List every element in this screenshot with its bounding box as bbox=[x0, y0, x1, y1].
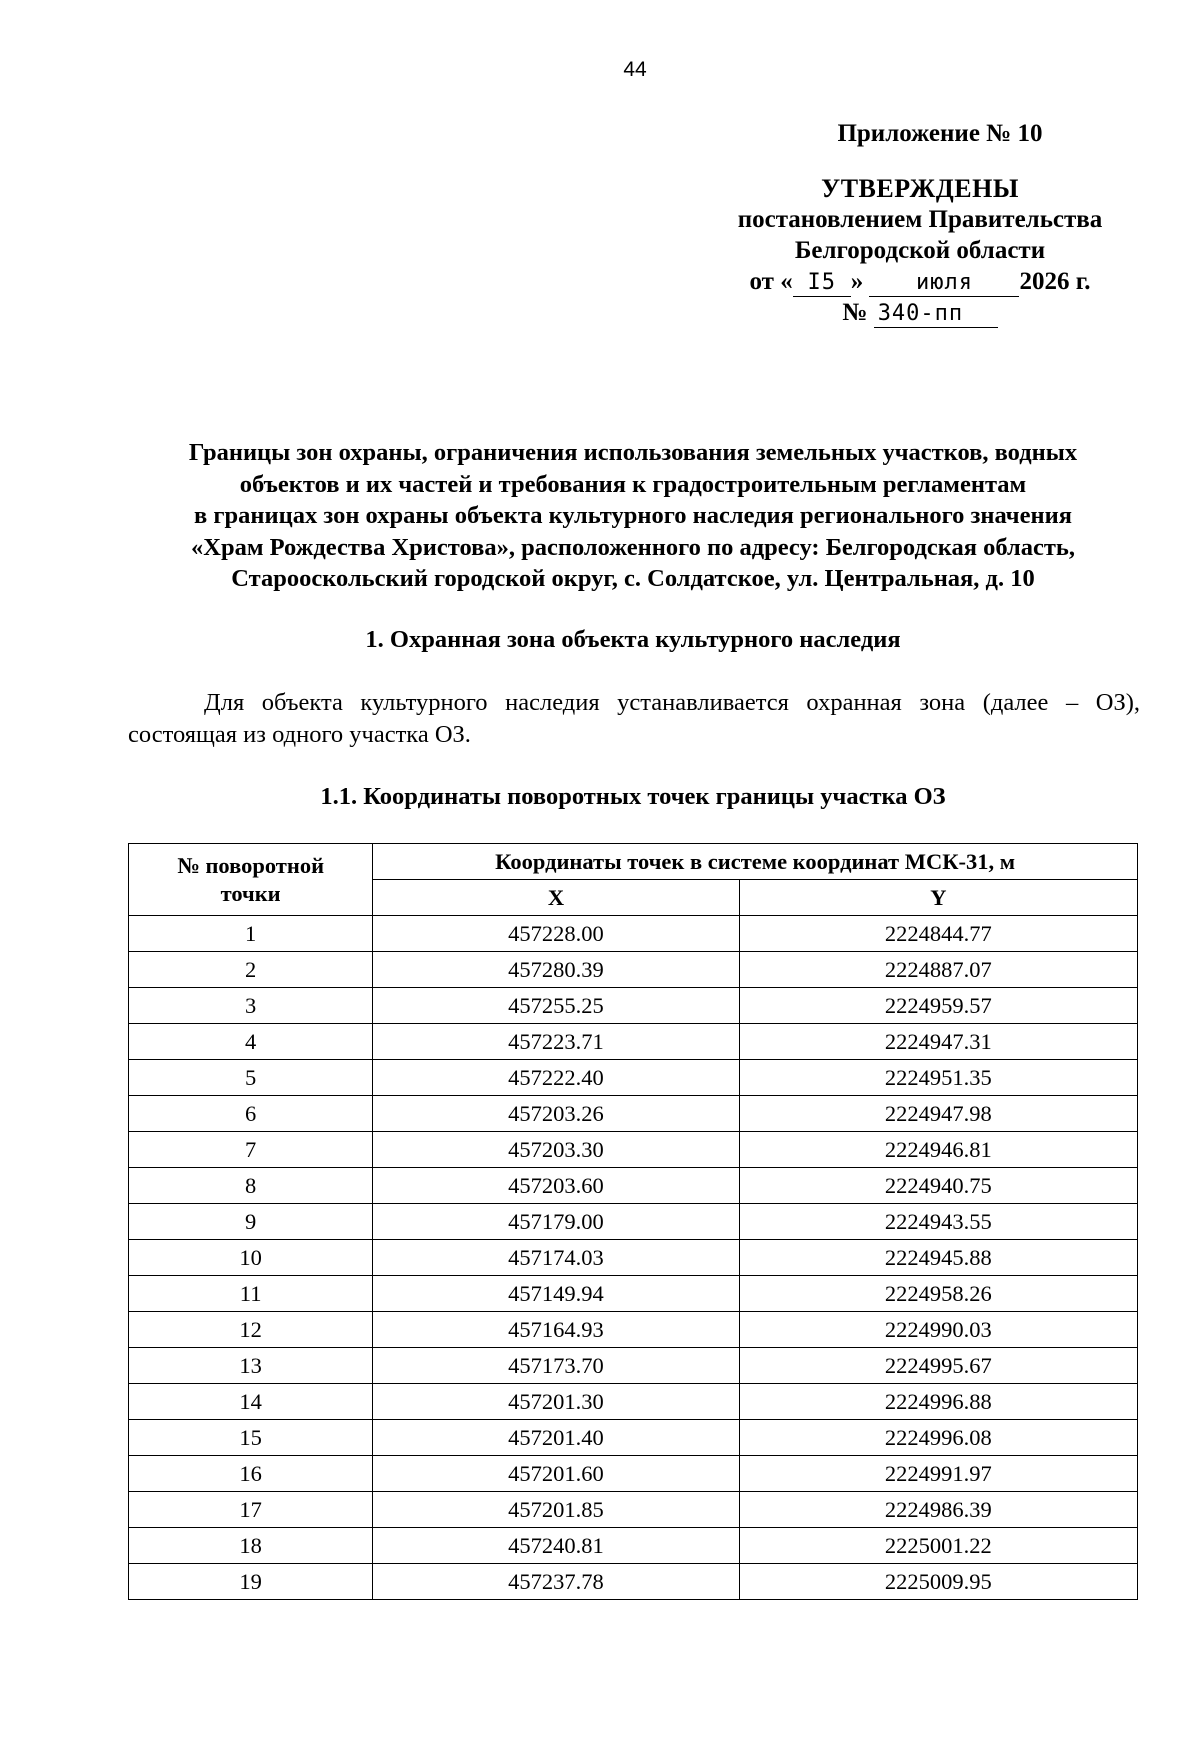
y-coordinate-cell: 2224958.26 bbox=[739, 1276, 1137, 1312]
y-coordinate-cell: 2224986.39 bbox=[739, 1492, 1137, 1528]
point-number-cell: 15 bbox=[129, 1420, 373, 1456]
x-coordinate-cell: 457174.03 bbox=[373, 1240, 739, 1276]
x-coordinate-cell: 457201.30 bbox=[373, 1384, 739, 1420]
table-row bbox=[129, 1096, 1138, 1132]
appendix-label: Приложение № 10 bbox=[837, 120, 1043, 147]
y-coordinate-cell: 2224991.97 bbox=[739, 1456, 1137, 1492]
y-coordinate-cell: 2224947.31 bbox=[739, 1024, 1137, 1060]
table-row bbox=[129, 1240, 1138, 1276]
approval-block bbox=[700, 118, 1140, 328]
table-row bbox=[129, 1168, 1138, 1204]
x-coordinate-cell: 457201.40 bbox=[373, 1420, 739, 1456]
table-row bbox=[129, 1384, 1138, 1420]
subsection-heading: 1.1. Координаты поворотных точек границы участка ОЗ bbox=[320, 783, 946, 810]
table-row bbox=[129, 1420, 1138, 1456]
point-number-cell: 11 bbox=[129, 1276, 373, 1312]
y-coordinate-cell: 2224844.77 bbox=[739, 916, 1137, 952]
point-number-cell: 4 bbox=[129, 1024, 373, 1060]
table-row bbox=[129, 952, 1138, 988]
approval-line-2: Белгородской области bbox=[794, 237, 1046, 264]
x-coordinate-cell: 457201.60 bbox=[373, 1456, 739, 1492]
header-y: Y bbox=[739, 880, 1137, 916]
date-month: июля bbox=[869, 270, 1019, 297]
title-line: Старооскольский городской округ, с. Солдатское, ул. Центральная, д. 10 bbox=[231, 565, 1035, 592]
table-row bbox=[129, 1348, 1138, 1384]
header-point-number bbox=[129, 844, 373, 916]
point-number-cell: 12 bbox=[129, 1312, 373, 1348]
point-number-cell: 10 bbox=[129, 1240, 373, 1276]
y-coordinate-cell: 2224940.75 bbox=[739, 1168, 1137, 1204]
page-number: 44 bbox=[623, 58, 647, 81]
y-coordinate-cell: 2224959.57 bbox=[739, 988, 1137, 1024]
table-row bbox=[129, 1204, 1138, 1240]
table-row bbox=[129, 1132, 1138, 1168]
date-day: I5 bbox=[793, 270, 851, 297]
table-row bbox=[129, 1528, 1138, 1564]
date-year: 2026 г. bbox=[1019, 268, 1091, 295]
point-number-cell: 3 bbox=[129, 988, 373, 1024]
table-row bbox=[129, 988, 1138, 1024]
y-coordinate-cell: 2224990.03 bbox=[739, 1312, 1137, 1348]
table-row bbox=[129, 1564, 1138, 1600]
table-row bbox=[129, 1456, 1138, 1492]
x-coordinate-cell: 457201.85 bbox=[373, 1492, 739, 1528]
point-number-cell: 14 bbox=[129, 1384, 373, 1420]
y-coordinate-cell: 2224943.55 bbox=[739, 1204, 1137, 1240]
header-point-line-1: № поворотной bbox=[177, 852, 325, 878]
body-paragraph: Для объекта культурного наследия устанавливается охранная зона (далее – ОЗ), состоящая из одного участка ОЗ. bbox=[128, 689, 1140, 748]
point-number-cell: 17 bbox=[129, 1492, 373, 1528]
x-coordinate-cell: 457240.81 bbox=[373, 1528, 739, 1564]
y-coordinate-cell: 2224946.81 bbox=[739, 1132, 1137, 1168]
x-coordinate-cell: 457149.94 bbox=[373, 1276, 739, 1312]
y-coordinate-cell: 2224945.88 bbox=[739, 1240, 1137, 1276]
x-coordinate-cell: 457223.71 bbox=[373, 1024, 739, 1060]
coordinates-table bbox=[128, 843, 1138, 1600]
x-coordinate-cell: 457203.26 bbox=[373, 1096, 739, 1132]
point-number-cell: 18 bbox=[129, 1528, 373, 1564]
approval-line-1: постановлением Правительства bbox=[737, 206, 1103, 233]
y-coordinate-cell: 2224996.88 bbox=[739, 1384, 1137, 1420]
x-coordinate-cell: 457203.30 bbox=[373, 1132, 739, 1168]
date-mid: » bbox=[850, 268, 864, 295]
number-value: 340-пп bbox=[874, 301, 998, 328]
y-coordinate-cell: 2224995.67 bbox=[739, 1348, 1137, 1384]
header-point-line-2: точки bbox=[220, 880, 281, 906]
point-number-cell: 16 bbox=[129, 1456, 373, 1492]
point-number-cell: 8 bbox=[129, 1168, 373, 1204]
header-x: X bbox=[373, 880, 739, 916]
y-coordinate-cell: 2224947.98 bbox=[739, 1096, 1137, 1132]
table-row bbox=[129, 1024, 1138, 1060]
point-number-cell: 7 bbox=[129, 1132, 373, 1168]
title-line: Границы зон охраны, ограничения использования земельных участков, водных bbox=[188, 439, 1078, 466]
x-coordinate-cell: 457222.40 bbox=[373, 1060, 739, 1096]
header-coordinates: Координаты точек в системе координат МСК-31, м bbox=[373, 844, 1138, 880]
point-number-cell: 13 bbox=[129, 1348, 373, 1384]
y-coordinate-cell: 2224996.08 bbox=[739, 1420, 1137, 1456]
section-heading: 1. Охранная зона объекта культурного наследия bbox=[365, 626, 901, 653]
point-number-cell: 6 bbox=[129, 1096, 373, 1132]
x-coordinate-cell: 457237.78 bbox=[373, 1564, 739, 1600]
y-coordinate-cell: 2224887.07 bbox=[739, 952, 1137, 988]
table-row bbox=[129, 1492, 1138, 1528]
table-row bbox=[129, 1312, 1138, 1348]
point-number-cell: 1 bbox=[129, 916, 373, 952]
approved-heading: УТВЕРЖДЕНЫ bbox=[821, 174, 1019, 203]
title-line: объектов и их частей и требования к градостроительным регламентам bbox=[239, 470, 1027, 498]
approval-number bbox=[700, 297, 1140, 328]
point-number-cell: 19 bbox=[129, 1564, 373, 1600]
x-coordinate-cell: 457164.93 bbox=[373, 1312, 739, 1348]
point-number-cell: 2 bbox=[129, 952, 373, 988]
title-line: «Храм Рождества Христова», расположенного по адресу: Белгородская область, bbox=[191, 533, 1075, 561]
y-coordinate-cell: 2225009.95 bbox=[739, 1564, 1137, 1600]
point-number-cell: 5 bbox=[129, 1060, 373, 1096]
date-prefix: от « bbox=[749, 268, 793, 295]
y-coordinate-cell: 2224951.35 bbox=[739, 1060, 1137, 1096]
x-coordinate-cell: 457280.39 bbox=[373, 952, 739, 988]
table-body bbox=[129, 916, 1138, 1600]
point-number-cell: 9 bbox=[129, 1204, 373, 1240]
title-line: в границах зон охраны объекта культурного наследия регионального значения bbox=[194, 502, 1072, 529]
x-coordinate-cell: 457228.00 bbox=[373, 916, 739, 952]
table-row bbox=[129, 1060, 1138, 1096]
x-coordinate-cell: 457203.60 bbox=[373, 1168, 739, 1204]
table-row bbox=[129, 1276, 1138, 1312]
x-coordinate-cell: 457173.70 bbox=[373, 1348, 739, 1384]
approval-date bbox=[700, 266, 1140, 297]
document-title bbox=[128, 437, 1138, 595]
number-prefix: № bbox=[842, 299, 868, 326]
x-coordinate-cell: 457255.25 bbox=[373, 988, 739, 1024]
table-row bbox=[129, 916, 1138, 952]
y-coordinate-cell: 2225001.22 bbox=[739, 1528, 1137, 1564]
x-coordinate-cell: 457179.00 bbox=[373, 1204, 739, 1240]
